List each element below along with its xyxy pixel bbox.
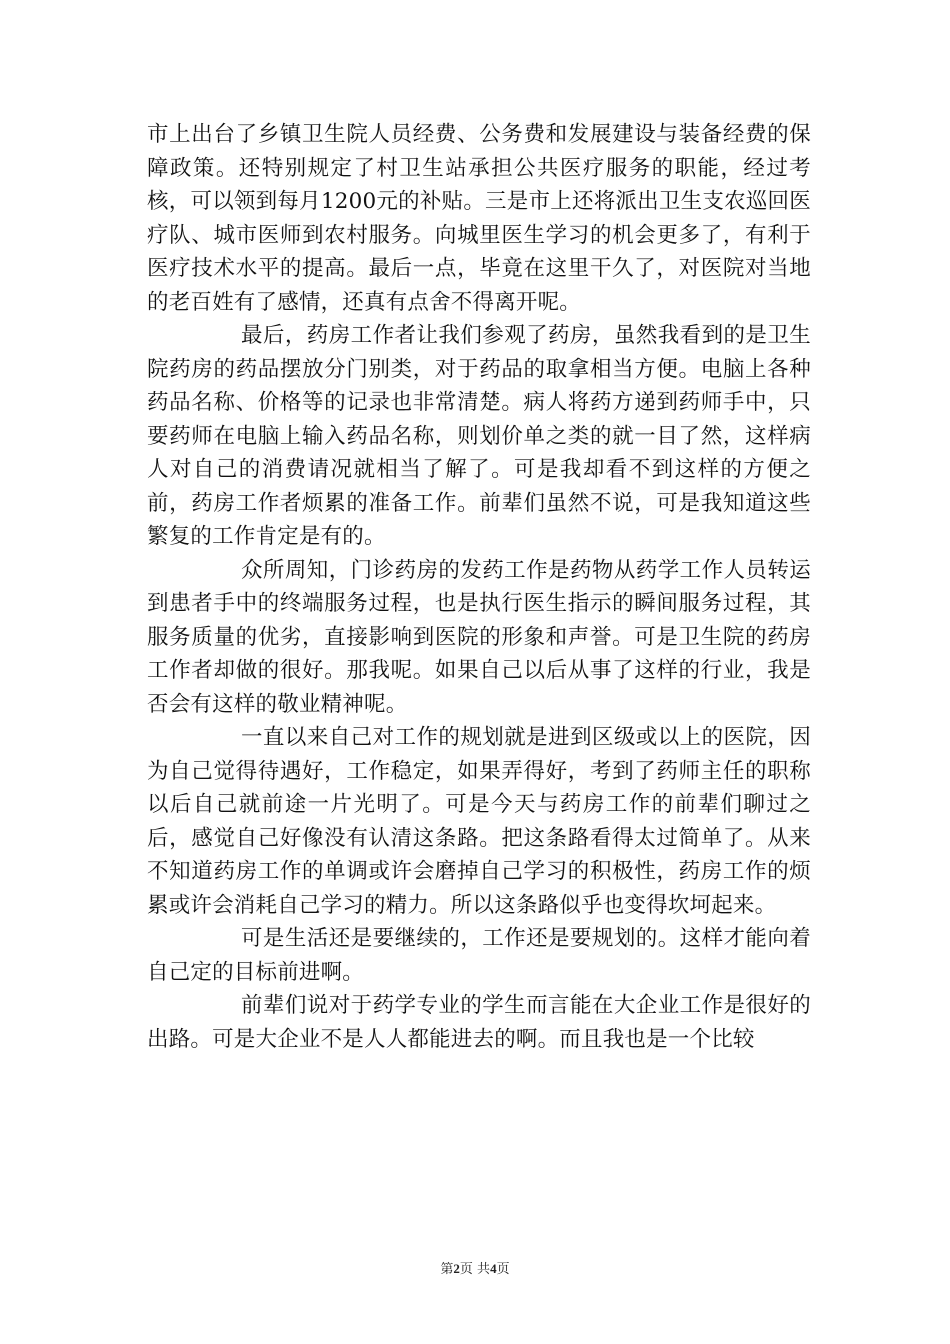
paragraph-pharmacy-visit: 最后，药房工作者让我们参观了药房，虽然我看到的是卫生院药房的药品摆放分门别类，对于药品的取拿相当方便。电脑上各种药品名称、价格等的记录也非常清楚。病人将药方递到药师手中，只要药师在电脑上输入药品名称，则划价单之类的就一目了然，这样病人对自己的消费请况就相当了解了。可是我却看不到这样的方便之前，药房工作者烦累的准备工作。前辈们虽然不说，可是我知道这些繁复的工作肯定是有的。 [147, 323, 811, 549]
footer-total-pages: 4 [490, 1261, 497, 1276]
paragraph-career-plan: 一直以来自己对工作的规划就是进到区级或以上的医院，因为自己觉得待遇好，工作稳定，如果弄得好，考到了药师主任的职称以后自己就前途一片光明了。可是今天与药房工作的前辈们聊过之后，感觉自己好像没有认清这条路。把这条路看得太过简单了。从来不知道药房工作的单调或许会磨掉自己学习的积极性，药房工作的烦累或许会消耗自己学习的精力。所以这条路似乎也变得坎坷起来。 [147, 725, 811, 918]
paragraph-continued: 市上出台了乡镇卫生院人员经费、公务费和发展建设与装备经费的保障政策。还特别规定了村卫生站承担公共医疗服务的职能，经过考核，可以领到每月1200元的补贴。三是市上还将派出卫生支农巡回医疗队、城市医师到农村服务。向城里医生学习的机会更多了，有利于医疗技术水平的提高。最后一点，毕竟在这里干久了，对医院对当地的老百姓有了感情，还真有点舍不得离开呢。 [147, 122, 811, 315]
page-footer [0, 1261, 950, 1278]
footer-page-number: 2 [453, 1261, 460, 1276]
paragraph-keep-planning: 可是生活还是要继续的，工作还是要规划的。这样才能向着自己定的目标前进啊。 [147, 926, 811, 985]
footer-middle: 页 共 [459, 1262, 491, 1277]
paragraph-dispensing-service: 众所周知，门诊药房的发药工作是药物从药学工作人员转运到患者手中的终端服务过程，也是执行医生指示的瞬间服务过程，其服务质量的优劣，直接影响到医院的形象和声誉。可是卫生院的药房工作者却做的很好。那我呢。如果自己以后从事了这样的行业，我是否会有这样的敬业精神呢。 [147, 557, 811, 717]
paragraph-large-enterprise: 前辈们说对于药学专业的学生而言能在大企业工作是很好的出路。可是大企业不是人人都能进去的啊。而且我也是一个比较 [147, 993, 811, 1052]
body-text [147, 118, 811, 1056]
footer-prefix: 第 [440, 1262, 454, 1277]
footer-suffix: 页 [496, 1262, 510, 1277]
